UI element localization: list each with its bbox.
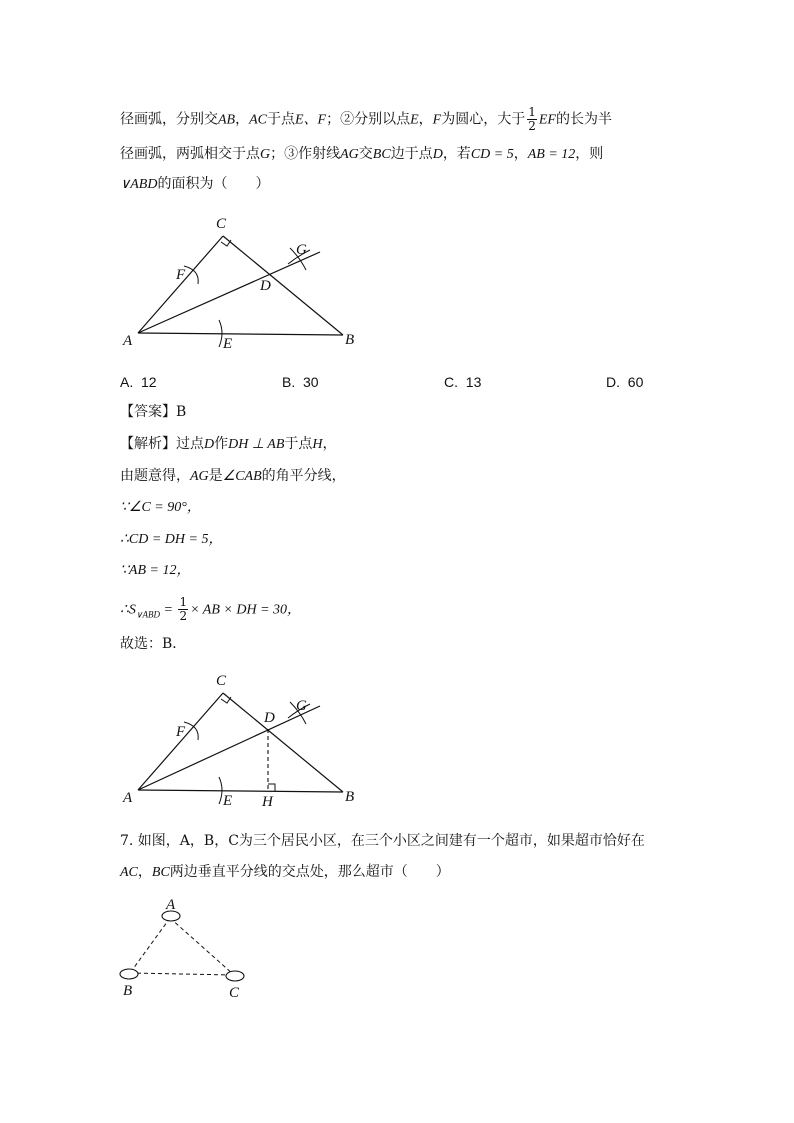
label-c-2: C	[216, 673, 227, 689]
analysis-line5: ∵AB = 12，	[120, 563, 191, 578]
label-a-2: A	[123, 790, 133, 806]
figure-triangle-1	[110, 205, 380, 360]
segment-ac	[138, 236, 223, 333]
problem7-line1: 7. 如图，A，B，C为三个居民小区，在三个小区之间建有一个超市，如果超市恰好在	[120, 833, 645, 849]
figure-triangle-2	[110, 665, 380, 815]
label-a: A	[123, 333, 133, 349]
label-f-2: F	[176, 724, 186, 740]
ellipse-b	[120, 969, 138, 979]
label-b: B	[345, 332, 355, 348]
label-a-3: A	[166, 897, 176, 913]
ellipse-c	[226, 971, 244, 981]
label-b-2: B	[345, 789, 355, 805]
segment-ac-3	[170, 918, 234, 975]
segment-bc-3	[130, 973, 234, 975]
problem6-line1: 径画弧，分别交AB，AC于点E、F；②分别以点E，F为圆心，大于 $\frac{1}{2}$ EF的长为半	[120, 105, 612, 133]
label-f: F	[176, 267, 186, 283]
figure-triangle-3	[110, 890, 260, 1005]
option-b: B. 30	[282, 374, 319, 390]
label-g-2: G	[296, 698, 307, 714]
option-d: D. 60	[606, 374, 644, 390]
label-b-3: B	[123, 983, 133, 999]
label-d-2: D	[264, 710, 275, 726]
analysis-line2: 由题意得，AG是∠CAB的角平分线，	[120, 468, 346, 484]
problem6-line2: 径画弧，两弧相交于点G；③作射线AG交BC边于点D，若CD = 5，AB = 12，则	[120, 146, 604, 162]
label-e: E	[223, 336, 233, 352]
ray-ag-2	[138, 706, 320, 790]
segment-ab-2	[138, 790, 343, 792]
ray-ag	[138, 252, 320, 333]
fraction-half: $\frac{1}{2}$	[528, 105, 536, 133]
answer-line: 【答案】B	[120, 404, 187, 420]
segment-ab-3	[130, 918, 170, 973]
label-c-3: C	[229, 985, 240, 1001]
label-h-2: H	[262, 794, 273, 810]
option-a: A. 12	[120, 374, 157, 390]
arc-f	[184, 266, 198, 284]
problem7-line2: AC，BC两边垂直平分线的交点处，那么超市（ ）	[120, 864, 450, 880]
segment-cb	[223, 236, 343, 335]
analysis-line7: 故选：B．	[120, 636, 187, 652]
label-c: C	[216, 216, 227, 232]
label-g: G	[296, 242, 307, 258]
segment-ac-2	[138, 693, 223, 790]
label-d: D	[260, 278, 271, 294]
fraction-half-2: $\frac{1}{2}$	[179, 595, 188, 623]
right-angle-mark-h	[268, 784, 275, 791]
analysis-line6: $\therefore S_{\vee ABD}$ = $\frac{1}{2}$ × AB × DH = 30，	[120, 595, 302, 623]
analysis-line4: ∴CD = DH = 5，	[120, 532, 223, 547]
analysis-line1: 【解析】过点D作DH ⊥ AB于点H，	[120, 436, 337, 452]
analysis-line3: ∵∠C = 90°，	[120, 500, 201, 515]
arc-f-2	[184, 722, 198, 740]
segment-ab	[138, 333, 343, 335]
option-c: C. 13	[444, 374, 482, 390]
problem6-line3: ∨ABD的面积为（ ）	[120, 176, 270, 192]
label-e-2: E	[223, 793, 233, 809]
